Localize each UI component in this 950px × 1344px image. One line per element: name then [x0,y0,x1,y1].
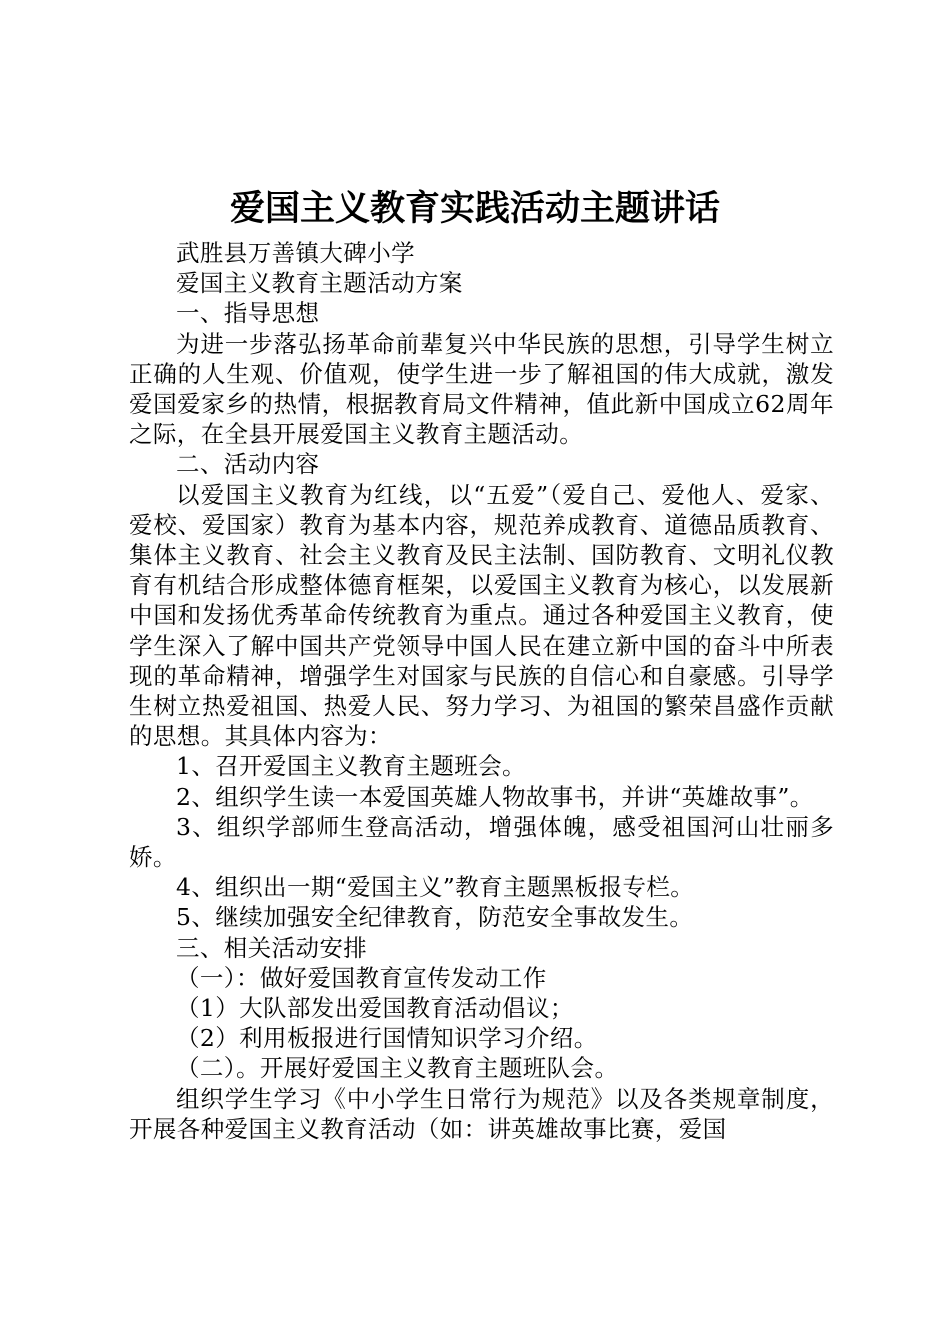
list-item: 3、组织学部师生登高活动，增强体魄，感受祖国河山壮丽多娇。 [129,812,834,872]
list-item: （2）利用板报进行国情知识学习介绍。 [176,1024,598,1053]
subsection-heading: （一）：做好爱国教育宣传发动工作 [176,963,547,992]
list-item: 2、组织学生读一本爱国英雄人物故事书，并讲“英雄故事”。 [176,782,814,811]
paragraph-activity-content: 以爱国主义教育为红线，以“五爱”（爱自己、爱他人、爱家、爱校、爱国家）教育为基本内容，规范养成教育、道德品质教育、集体主义教育、社会主义教育及民主法制、国防教育、文明礼仪教育有机结合形成整体德育框架，以爱国主义教育为核心，以发展新中国和发扬优秀革命传统教育为重点。通过各种爱国主义教育，使学生深入了解中国共产党领导中国人民在建立新中国的奋斗中所表现的革命精神，增强学生对国家与民族的自信心和自豪感。引导学生树立热爱祖国、热爱人民、努力学习、为祖国的繁荣昌盛作贡献的思想。其具体内容为： [129,480,834,751]
list-item: 4、组织出一期“爱国主义”教育主题黑板报专栏。 [176,873,695,902]
school-name: 武胜县万善镇大碑小学 [176,239,415,267]
section-heading-activity-content: 二、活动内容 [176,450,320,479]
plan-title: 爱国主义教育主题活动方案 [176,269,463,298]
section-heading-activity-arrangement: 三、相关活动安排 [176,933,368,962]
paragraph-class-meeting: 组织学生学习《中小学生日常行为规范》以及各类规章制度，开展各种爱国主义教育活动（如：讲英雄故事比赛，爱国 [129,1084,834,1143]
subsection-heading: （二）。开展好爱国主义教育主题班队会。 [176,1054,619,1083]
document-body [129,238,834,1144]
list-item: 1、召开爱国主义教育主题班会。 [176,752,526,781]
section-heading-guiding-ideology: 一、指导思想 [176,299,320,328]
list-item: （1）大队部发出爱国教育活动倡议； [176,994,574,1023]
paragraph-guiding-ideology: 为进一步落弘扬革命前辈复兴中华民族的思想，引导学生树立正确的人生观、价值观，使学生进一步了解祖国的伟大成就，激发爱国爱家乡的热情，根据教育局文件精神，值此新中国成立62周年之际，在全县开展爱国主义教育主题活动。 [129,329,834,449]
document-title: 爱国主义教育实践活动主题讲话 [229,188,720,229]
list-item: 5、继续加强安全纪律教育，防范安全事故发生。 [176,903,694,932]
